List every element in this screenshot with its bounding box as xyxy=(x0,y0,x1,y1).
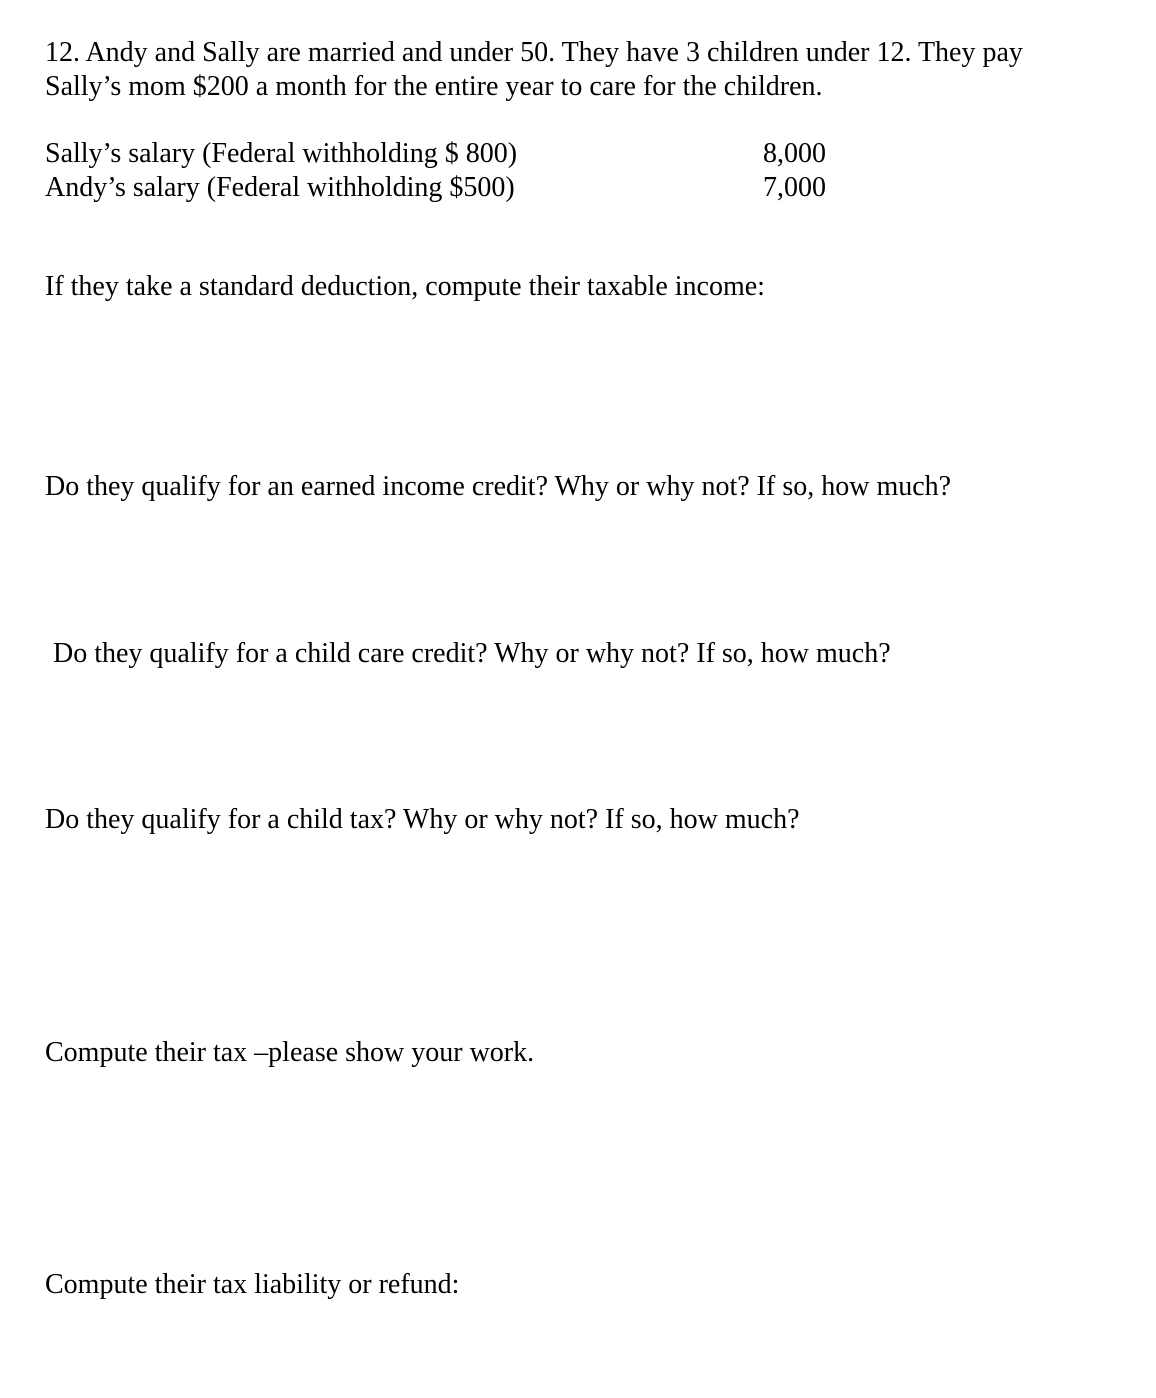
problem-line-1: 12. Andy and Sally are married and under 50. They have 3 children under 12. They pay xyxy=(45,37,1023,68)
question-tax-liability: Compute their tax liability or refund: xyxy=(45,1269,460,1300)
question-child-care-credit: Do they qualify for a child care credit? Why or why not? If so, how much? xyxy=(53,638,891,669)
question-taxable-income: If they take a standard deduction, compute their taxable income: xyxy=(45,271,765,302)
question-child-tax: Do they qualify for a child tax? Why or why not? If so, how much? xyxy=(45,804,800,835)
salary-amount-sally: 8,000 xyxy=(763,138,826,169)
salary-label-sally: Sally’s salary (Federal withholding $ 800) xyxy=(45,138,518,169)
question-compute-tax: Compute their tax –please show your work. xyxy=(45,1037,535,1068)
problem-line-2: Sally’s mom $200 a month for the entire year to care for the children. xyxy=(45,71,823,102)
salary-amount-andy: 7,000 xyxy=(763,172,826,203)
salary-label-andy: Andy’s salary (Federal withholding $500) xyxy=(45,172,515,203)
question-earned-income-credit: Do they qualify for an earned income credit? Why or why not? If so, how much? xyxy=(45,471,952,502)
